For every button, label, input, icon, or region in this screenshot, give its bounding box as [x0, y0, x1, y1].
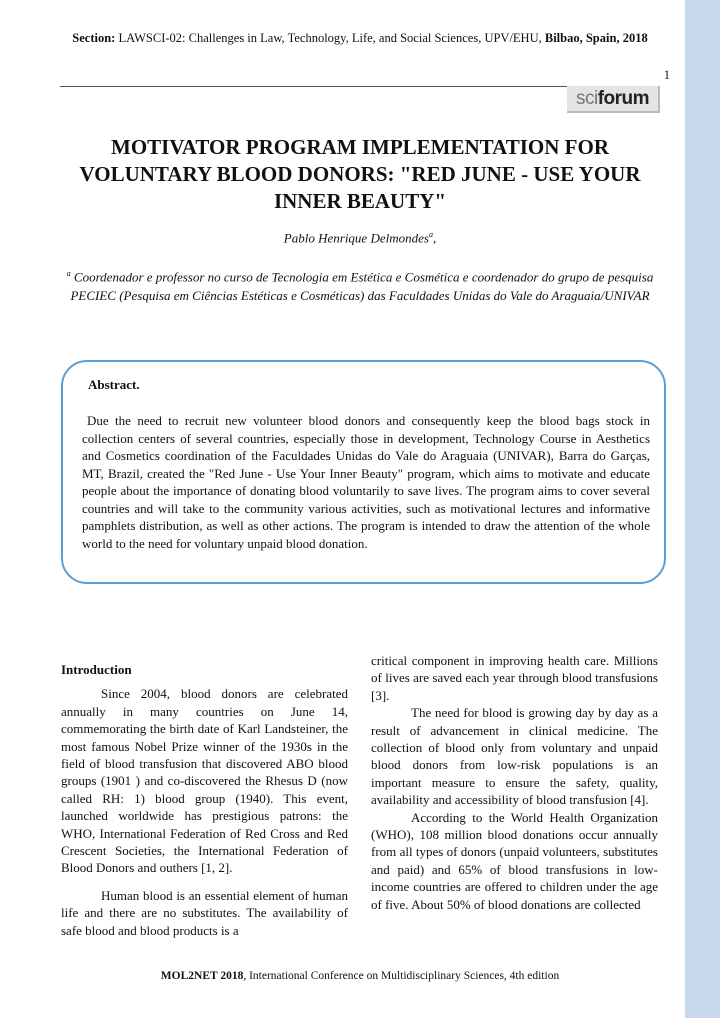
intro-paragraph-4: According to the World Health Organization (WHO), 108 million blood donations occur annually from all types of donors (unpaid volunteers, substitutes and paid) and 65% of blood transfusions in low-income countries are offered to children under the age of five. About 50% of blood donations are collected: [371, 809, 658, 912]
intro-paragraph-2-continued: critical component in improving health care. Millions of lives are saved each year through blood transfusions [3].: [371, 653, 658, 703]
introduction-heading: Introduction: [61, 662, 132, 677]
abstract-box: [61, 360, 666, 584]
affiliation: [60, 264, 660, 305]
abstract-heading: Abstract.: [88, 377, 140, 392]
section-location: Bilbao, Spain, 2018: [544, 31, 648, 45]
author-line: [60, 230, 660, 246]
intro-paragraph-3: The need for blood is growing day by day as a result of advancement in clinical medicine. The collection of blood only from voluntary and unpaid blood donors from low-risk populations is an important measure to ensure the safety, quality, availability and accessibility of blood transfusion [4].: [371, 705, 658, 808]
intro-paragraph-1: Since 2004, blood donors are celebrated annually in many countries on June 14, commemorating the birth date of Karl Landsteiner, the most famous Nobel Prize winner of the 1930s in the field of blood transfusion that discovered ABO blood groups (1901 ) and co-discovered the Rhesus D (now called RH: 1) blood group (1940). This event, launched worldwide has prestigious patrons: the WHO, International Federation of Red Cross and Red Crescent Societies, the International Federation of Blood Donors and outhers [1, 2].: [61, 686, 348, 876]
right-column: [371, 652, 658, 913]
intro-paragraph-2: Human blood is an essential element of human life and there are no substitutes. The availability of safe blood and blood products is a: [61, 887, 348, 938]
abstract-text: Due the need to recruit new volunteer blood donors and consequently keep the blood bags stock in collection centers of several countries, especially those in development, Technology Course in Aesthetics and Cosmetics coordination of the Faculdades Unidas do Vale do Araguaia (UNIVAR), Barra do Garças, MT, Brazil, created the "Red June - Use Your Inner Beauty" program, which aims to motivate and educate people about the importance of donating blood voluntarily to save lives. The program aims to cover several countries and will take to the community various activities, such as motivational lectures and informative pamphlets distribution, as well as other actions. The program is intended to draw the attention of the whole world to the need for voluntary unpaid blood donation.: [82, 413, 650, 551]
affiliation-sup: a: [66, 269, 71, 278]
paper-title: MOTIVATOR PROGRAM IMPLEMENTATION FOR VOLUNTARY BLOOD DONORS: "RED JUNE - USE YOUR INNER BEAUTY": [79, 135, 641, 213]
page-number: 1: [663, 68, 670, 82]
right-side-bar: [685, 0, 720, 1018]
section-header: [40, 28, 680, 48]
left-column: [61, 661, 348, 939]
logo-part-forum: forum: [597, 87, 650, 109]
footer-conference: MOL2NET 2018: [160, 970, 244, 982]
page-footer: [40, 970, 680, 982]
logo-part-sci: sci: [575, 87, 598, 109]
author-sup: a: [428, 230, 433, 239]
section-label: Section:: [72, 31, 116, 45]
author-suffix: ,: [432, 230, 437, 246]
affiliation-text: Coordenador e professor no curso de Tecnologia em Estética e Cosmética e coordenador do grupo de pesquisa PECIEC (Pesquisa em Ciências Estéticas e Cosméticas) das Faculdades Unidas do Vale do Araguaia/UNIVAR: [70, 269, 654, 304]
footer-text: , International Conference on Multidisciplinary Sciences, 4th edition: [243, 970, 560, 982]
abstract-body: [82, 412, 650, 552]
author-name: Pablo Henrique Delmondes: [283, 230, 429, 246]
sciforum-logo: [567, 86, 660, 113]
section-text: LAWSCI-02: Challenges in Law, Technology, Life, and Social Sciences, UPV/EHU,: [115, 31, 545, 45]
